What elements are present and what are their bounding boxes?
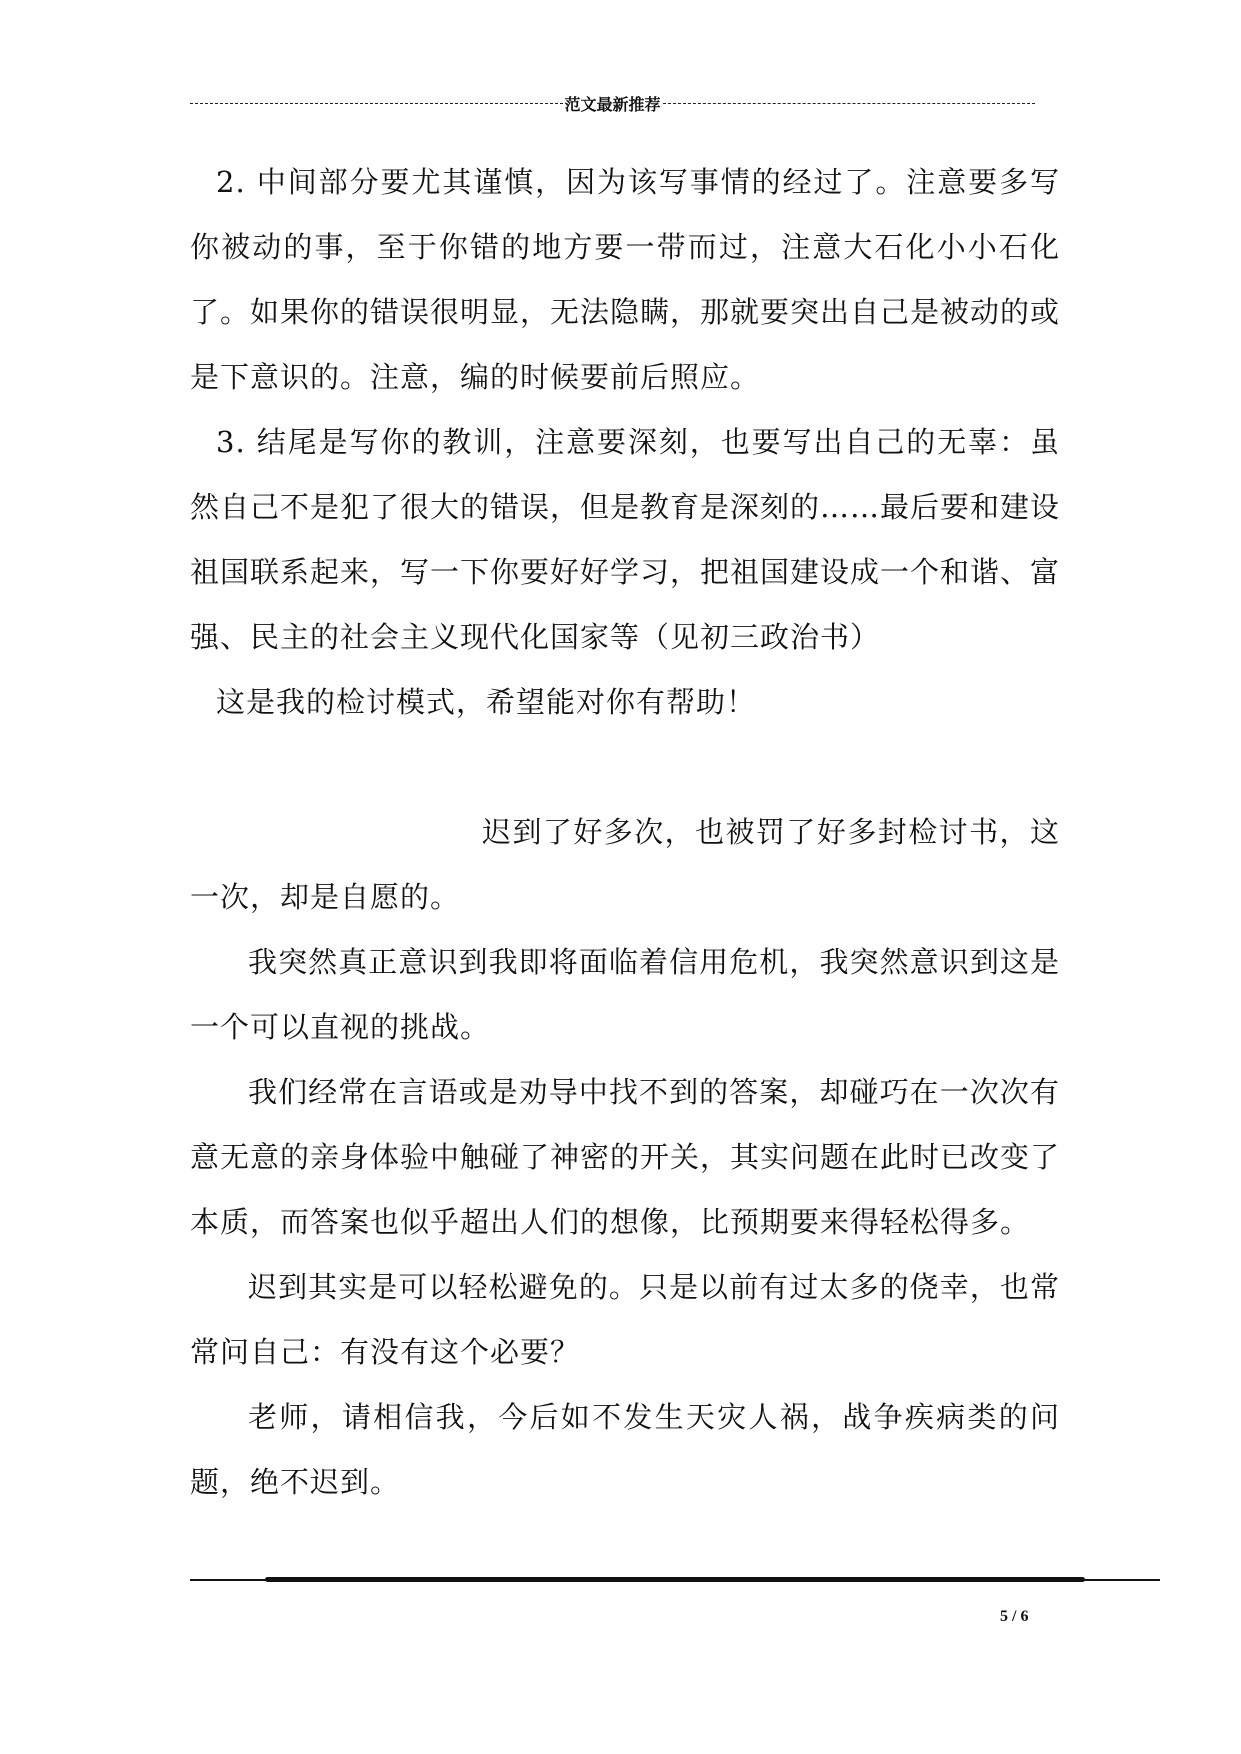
document-body	[190, 150, 1060, 1515]
paragraph-answers: 我们经常在言语或是劝导中找不到的答案，却碰巧在一次次有意无意的亲身体验中触碰了神密的开关，其实问题在此时已改变了本质，而答案也似乎超出人们的想像，比预期要来得轻松得多。	[190, 1075, 1061, 1239]
paragraph-middle-part: 2. 中间部分要尤其谨慎，因为该写事情的经过了。注意要多写你被动的事，至于你错的地方要一带而过，注意大石化小小石化了。如果你的错误很明显，无法隐瞒，那就要突出自己是被动的或是下意识的。注意，编的时候要前后照应。	[190, 165, 1061, 394]
footer-rule-bold	[265, 1577, 1085, 1582]
paragraph-promise: 老师，请相信我，今后如不发生天灾人祸，战争疾病类的问题，绝不迟到。	[190, 1400, 1060, 1499]
paragraph-late-intro: 迟到了好多次，也被罚了好多封检讨书，这一次，却是自愿的。	[190, 815, 1060, 914]
page-header	[190, 88, 1035, 118]
paragraph-credit-crisis: 我突然真正意识到我即将面临着信用危机，我突然意识到这是一个可以直视的挑战。	[190, 945, 1060, 1044]
header-dash-left	[190, 103, 563, 104]
paragraph-closing-note: 这是我的检讨模式，希望能对你有帮助！	[216, 685, 757, 719]
page-number: 5 / 6	[1000, 1608, 1029, 1625]
paragraph-ending-part: 3. 结尾是写你的教训，注意要深刻，也要写出自己的无辜：虽然自己不是犯了很大的错误，但是教育是深刻的……最后要和建设祖国联系起来，写一下你要好好学习，把祖国建设成一个和谐、富强、民主的社会主义现代化国家等（见初三政治书）	[190, 425, 1061, 654]
header-dash-right	[663, 103, 1036, 104]
paragraph-avoidable: 迟到其实是可以轻松避免的。只是以前有过太多的侥幸，也常常问自己：有没有这个必要？	[190, 1270, 1060, 1369]
header-title: 范文最新推荐	[564, 94, 661, 114]
blank-line	[190, 735, 1060, 800]
